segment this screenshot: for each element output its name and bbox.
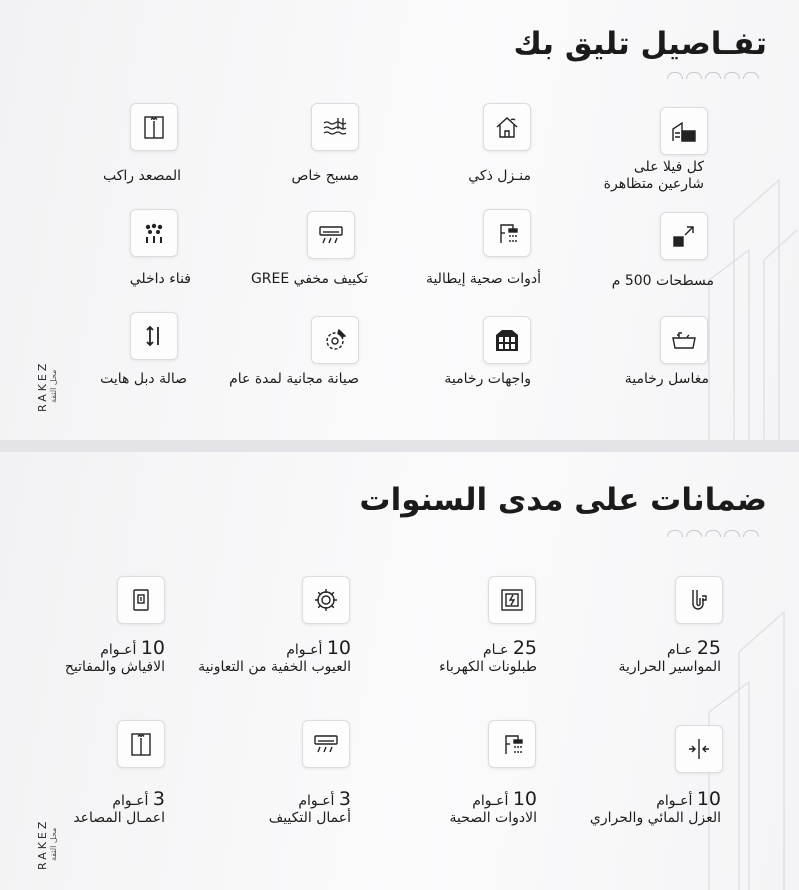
page-title: تفـاصيل تليق بك (513, 26, 767, 62)
brand-logo: RAKEZ محل الثقة (36, 360, 58, 412)
warranty-switches-label: 10 أعـوام الافياش والمفاتيح (64, 637, 165, 675)
pipes-icon (675, 576, 723, 624)
section-divider (0, 440, 799, 452)
feature-pool-label: مسبح خاص (291, 168, 359, 184)
feature-smart-home-label: منـزل ذكي (468, 168, 531, 184)
warranty-elevator-label: 3 أعـوام اعمـال المصاعد (73, 788, 165, 826)
warranty-ac-label: 3 أعـوام أعمال التكييف (268, 788, 351, 826)
feature-shower-label: أدوات صحية إيطالية (425, 271, 541, 287)
feature-facade-label: واجهات رخامية (444, 371, 531, 387)
feature-ac-label: تكييف مخفي GREE (250, 271, 368, 287)
elevator-icon (130, 103, 178, 151)
courtyard-icon (130, 209, 178, 257)
facade-icon (483, 316, 531, 364)
ac-icon (302, 720, 350, 768)
warranty-sanitary-label: 10 أعـوام الادوات الصحية (449, 788, 537, 826)
smart-home-icon (483, 103, 531, 151)
insulation-icon (675, 725, 723, 773)
shower-icon (488, 720, 536, 768)
height-icon (130, 312, 178, 360)
electric-panel-icon (488, 576, 536, 624)
feature-area-label: مسطحات 500 م (611, 273, 714, 289)
warranties-title: ضمانات على مدى السنوات (359, 482, 767, 518)
feature-height-label: صالة دبل هايت (100, 371, 187, 387)
shower-icon (483, 209, 531, 257)
features-panel (0, 0, 799, 440)
villa-icon (660, 107, 708, 155)
pool-icon (311, 103, 359, 151)
feature-sink-label: مغاسل رخامية (624, 371, 709, 387)
gear-icon (302, 576, 350, 624)
sink-icon (660, 316, 708, 364)
elevator-icon (117, 720, 165, 768)
ac-icon (307, 211, 355, 259)
feature-courtyard-label: فناء داخلي (129, 271, 191, 287)
area-icon (660, 212, 708, 260)
feature-villa-label: كل فيلا على شارعين متظاهرة (603, 159, 704, 192)
decorative-waves (667, 530, 759, 540)
warranty-pipes-label: 25 عـام المواسير الحرارية (618, 637, 721, 675)
feature-maintenance-label: صيانة مجانية لمدة عام (229, 371, 359, 387)
warranty-hidden-defects-label: 10 أعـوام العيوب الخفية من التعاونية (198, 637, 351, 675)
warranties-panel (0, 452, 799, 890)
maintenance-icon (311, 316, 359, 364)
warranty-insulation-label: 10 أعـوام العزل المائي والحراري (589, 788, 721, 826)
brand-logo: RAKEZ محل الثقة (36, 818, 58, 870)
warranty-electric-label: 25 عـام طبلونات الكهرباء (439, 637, 537, 675)
switch-icon (117, 576, 165, 624)
decorative-waves (667, 72, 759, 82)
feature-elevator-label: المصعد راكب (102, 168, 181, 184)
